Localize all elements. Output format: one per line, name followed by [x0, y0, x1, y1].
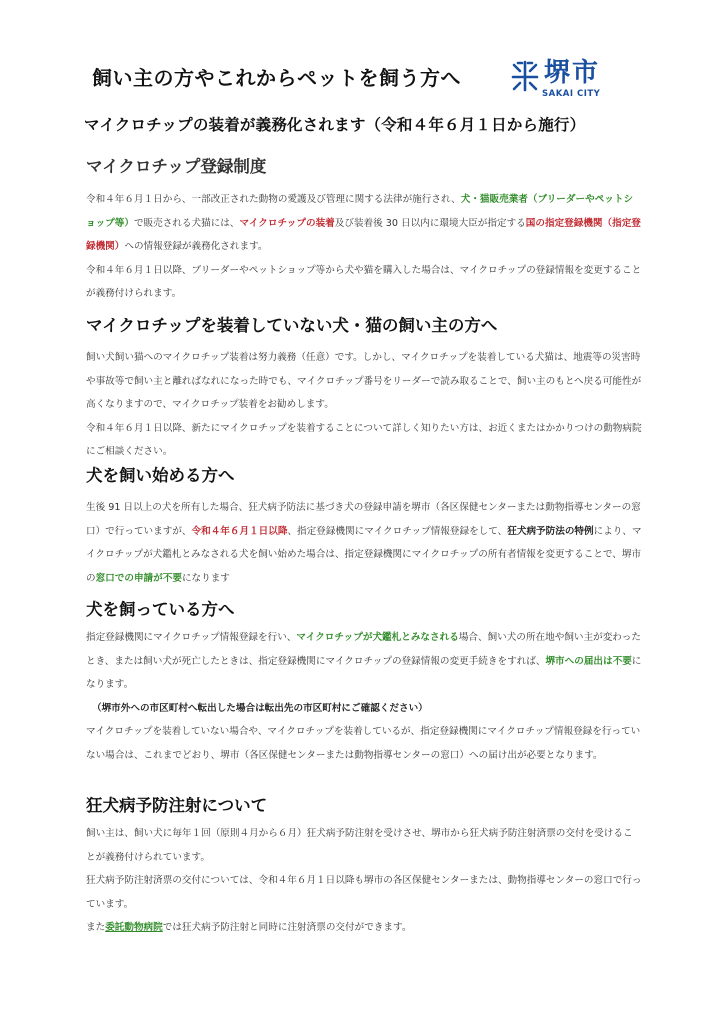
text-run: また — [86, 922, 106, 933]
text-run: 令和４年６月１日から、一部改正された動物の愛護及び管理に関する法律が施行され、 — [86, 194, 461, 205]
section-heading-current-dog-owners: 犬を飼っている方へ — [86, 600, 235, 619]
paragraph: マイクロチップを装着していない場合や、マイクロチップを装着しているが、指定登録機関にマイクロチップ情報登録を行っていない場合は、これまでどおり、堺市（各区保健センターまたは動物指導センターの窓口）への届け出が必要となります。 — [86, 726, 641, 761]
logo-kanji: 堺市 — [544, 58, 601, 88]
section-heading-no-chip-owners: マイクロチップを装着していない犬・猫の飼い主の方へ — [86, 316, 498, 335]
paragraph — [86, 626, 642, 697]
paragraph: 狂犬病予防注射済票の交付については、令和４年６月１日以降も堺市の各区保健センターまたは、動物指導センターの窓口で行っています。 — [86, 875, 642, 910]
document-subtitle: マイクロチップの装着が義務化されます（令和４年６月１日から施行） — [84, 116, 586, 134]
note-transfer: （堺市外への市区町村へ転出した場合は転出先の市区町村にご確認ください） — [92, 702, 428, 714]
highlight-red: 国の指定登録機関（指定登録機関） — [86, 217, 641, 252]
text-run: では狂犬病予防注射と同時に注射済票の交付ができます。 — [162, 922, 412, 933]
highlight-red: マイクロチップの装着 — [239, 217, 335, 229]
document-title: 飼い主の方やこれからペットを飼う方へ — [92, 66, 461, 90]
highlight-green: 窓口での申請が不要 — [95, 572, 182, 584]
paragraph — [86, 188, 642, 259]
section-body-current-dog-owners — [86, 626, 642, 767]
paragraph: 飼い犬飼い猫へのマイクロチップ装着は努力義務（任意）です。しかし、マイクロチップを装着している犬猫は、地震等の災害時や事故等で飼い主と離ればなれになった時でも、マイクロチップ番号をリーダーで読み取ることで、飼い主のもとへ戻る可能性が高くなりますので、マイクロチップ装着をお勧めします。 — [86, 352, 642, 410]
section-heading-registration: マイクロチップ登録制度 — [86, 157, 267, 176]
link-contracted-animal-hospitals[interactable]: 委託動物病院 — [105, 922, 163, 933]
text-run: になります — [181, 572, 230, 584]
text-run: 生後 91 日以上の犬を所有した場合、狂犬病予防法に基づき犬の登録申請を堺市（各区保健センターまたは動物指導センターの窓口）で行っていますが、 — [86, 502, 641, 537]
text-run: になります。 — [86, 655, 642, 690]
sakai-city-logo — [510, 58, 610, 102]
section-body-registration — [86, 188, 642, 306]
text-run: で販売される犬猫には、 — [133, 217, 240, 229]
section-heading-new-dog-owners: 犬を飼い始める方へ — [86, 466, 235, 485]
highlight-green: マイクロチップが犬鑑札とみなされる — [296, 632, 459, 643]
highlight-bold: 狂犬病予防法の特例 — [507, 525, 594, 537]
text-run: 、指定登録機関にマイクロチップ情報登録をして、 — [287, 525, 508, 537]
section-body-no-chip-owners — [86, 346, 642, 464]
paragraph — [86, 916, 642, 940]
text-run: への情報登録が義務化されます。 — [124, 241, 268, 252]
text-run: 指定登録機関にマイクロチップ情報登録を行い、 — [86, 632, 297, 643]
highlight-green: 犬・猫販売業者（ブリーダーやペットショップ等） — [86, 194, 634, 229]
sakai-city-emblem-icon — [510, 60, 540, 94]
section-body-rabies-vaccination — [86, 822, 642, 940]
text-run: により、マイクロチップが犬鑑札とみなされる犬を飼い始めた場合は、指定登録機関にマイクロチップの所有者情報を変更することで、堺市の — [86, 525, 642, 584]
paragraph: 令和４年６月１日以降、新たにマイクロチップを装着することについて詳しく知りたい方は、お近くまたはかかりつけの動物病院にご相談ください。 — [86, 422, 642, 457]
paragraph — [86, 496, 642, 590]
text-run: 場合、飼い犬の所在地や飼い主が変わったとき、または飼い犬が死亡したときは、指定登録機関にマイクロチップの登録情報の変更手続きをすれば、 — [86, 632, 641, 667]
logo-roman: SAKAI CITY — [542, 89, 601, 99]
text-run: 及び装着後 30 日以内に環境大臣が指定する — [334, 217, 526, 229]
section-body-new-dog-owners — [86, 496, 642, 590]
section-heading-rabies-vaccination: 狂犬病予防注射について — [86, 796, 268, 815]
paragraph: 飼い主は、飼い犬に毎年１回（原則４月から６月）狂犬病予防注射を受けさせ、堺市から狂犬病予防注射済票の交付を受けることが義務付けられています。 — [86, 828, 633, 863]
highlight-red: 令和４年６月１日以降 — [191, 525, 288, 537]
highlight-green: 堺市への届出は不要 — [545, 655, 632, 667]
paragraph: 令和４年６月１日以降、ブリーダーやペットショップ等から犬や猫を購入した場合は、マイクロチップの登録情報を変更することが義務付けられます。 — [86, 264, 642, 299]
